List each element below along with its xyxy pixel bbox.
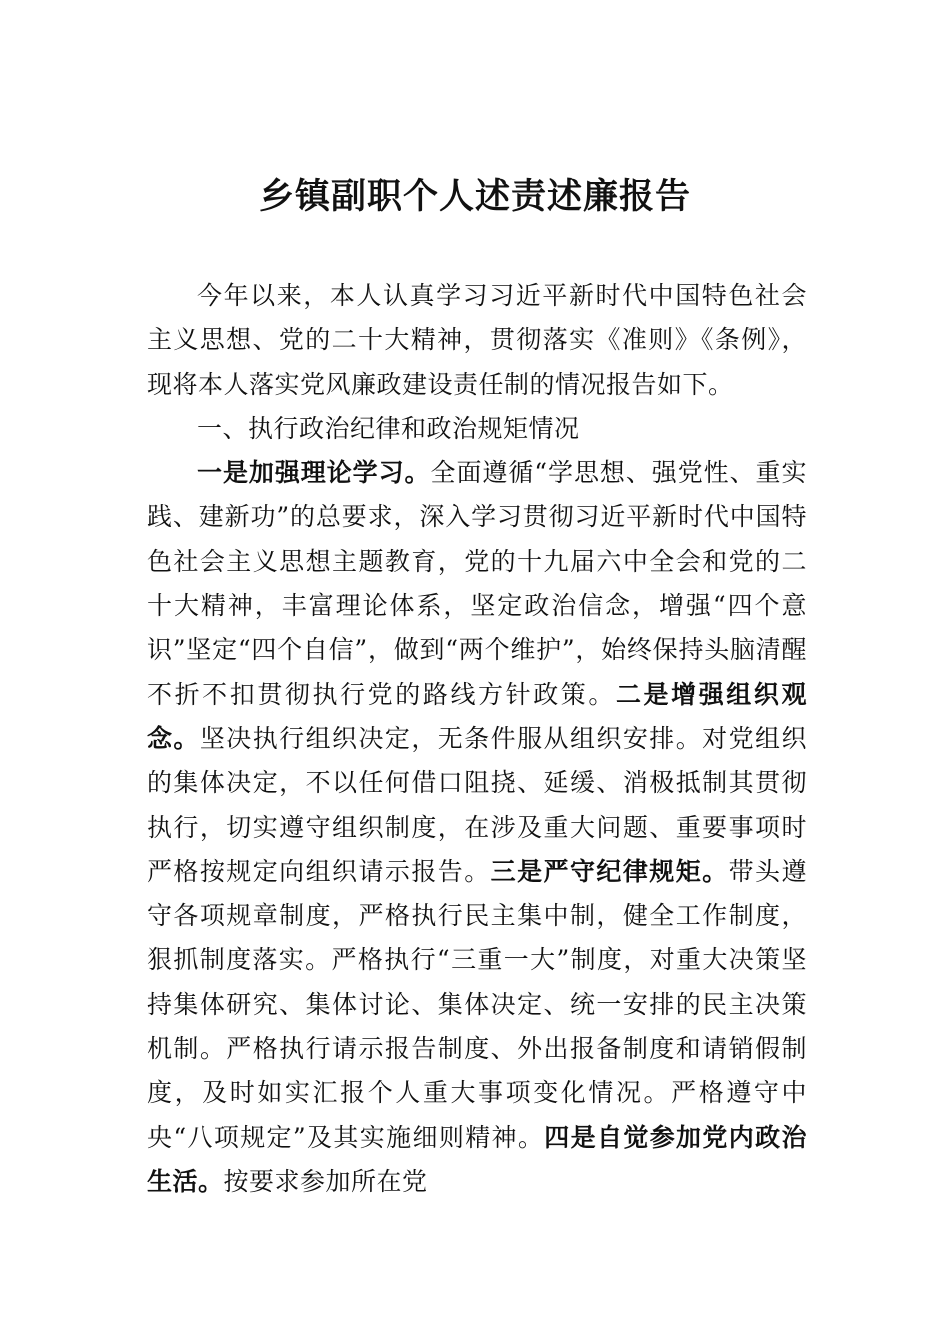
point-2-label: 二是增强组织观念。: [147, 679, 807, 753]
point-2-text: 坚决执行组织决定，无条件服从组织安排。对党组织的集体决定，不以任何借口阻挠、延缓、消极抵制其贯彻执行，切实遵守组织制度，在涉及重大问题、重要事项时严格按规定向组织请示报告。: [147, 723, 807, 886]
section-body-paragraph: [147, 451, 807, 1204]
section-heading: 一、执行政治纪律和政治规矩情况: [197, 413, 580, 443]
point-1-label: 一是加强理论学习。: [197, 458, 431, 488]
point-4-text: 按要求参加所在党: [223, 1166, 428, 1196]
point-1-text: 全面遵循“学思想、强党性、重实践、建新功”的总要求，深入学习贯彻习近平新时代中国特色社会主义思想主题教育，党的十九届六中全会和党的二十大精神，丰富理论体系，坚定政治信念，增强“四个意识”坚定“四个自信”，做到“两个维护”，始终保持头脑清醒不折不扣贯彻执行党的路线方针政策。: [147, 458, 807, 709]
page-title: 乡镇副职个人述责述廉报告: [258, 176, 691, 217]
point-3-label: 三是严守纪律规矩。: [490, 856, 729, 886]
document-body: [147, 274, 807, 1204]
point-4-label: 四是自觉参加党内政治生活。: [147, 1122, 807, 1196]
point-3-text: 带头遵守各项规章制度，严格执行民主集中制，健全工作制度，狠抓制度落实。严格执行“三重一大”制度，对重大决策坚持集体研究、集体讨论、集体决定、统一安排的民主决策机制。严格执行请示报告制度、外出报备制度和请销假制度，及时如实汇报个人重大事项变化情况。严格遵守中央“八项规定”及其实施细则精神。: [147, 856, 807, 1152]
intro-paragraph: 今年以来，本人认真学习习近平新时代中国特色社会主义思想、党的二十大精神，贯彻落实《准则》《条例》，现将本人落实党风廉政建设责任制的情况报告如下。: [147, 281, 807, 399]
